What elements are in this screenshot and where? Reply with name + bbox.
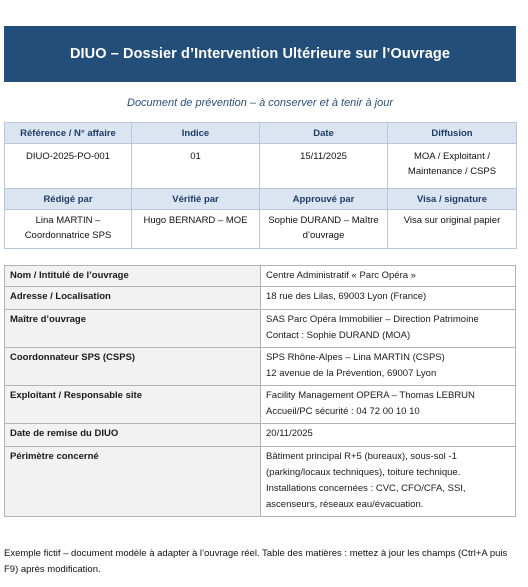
info-value-line: Accueil/PC sécurité : 04 72 00 10 10: [266, 406, 420, 417]
header-verifie: Vérifié par: [132, 189, 260, 210]
header-indice: Indice: [132, 123, 260, 144]
metadata-table: [4, 122, 517, 249]
info-value-line: 12 avenue de la Prévention, 69007 Lyon: [266, 368, 437, 379]
info-label: Adresse / Localisation: [5, 287, 261, 310]
header-redige: Rédigé par: [5, 189, 132, 210]
info-value-line: SAS Parc Opéra Immobilier – Direction Patrimoine: [266, 314, 479, 325]
info-label: Nom / Intitulé de l’ouvrage: [5, 266, 261, 287]
header-visa: Visa / signature: [388, 189, 517, 210]
value-redige: Lina MARTIN – Coordonnatrice SPS: [5, 210, 132, 249]
document-subtitle: Document de prévention – à conserver et à tenir à jour: [127, 97, 393, 109]
value-indice: 01: [132, 144, 260, 189]
info-row-nom: [5, 266, 516, 287]
value-date: 15/11/2025: [260, 144, 388, 189]
footer-note: Exemple fictif – document modèle à adapter à l’ouvrage réel. Table des matières : mettez à jour les champs (Ctrl+A puis F9) après modification.: [4, 548, 508, 575]
info-row-date-remise: [5, 424, 516, 447]
signature-value-row: [5, 210, 517, 249]
info-table: [4, 265, 516, 517]
info-value-line: Contact : Sophie DURAND (MOA): [266, 330, 411, 341]
info-row-exploitant: [5, 386, 516, 424]
info-label: Périmètre concerné: [5, 447, 261, 517]
info-value: [261, 447, 516, 517]
info-value-line: 20/11/2025: [266, 428, 313, 439]
header-approuve: Approuvé par: [260, 189, 388, 210]
metadata-header-row: [5, 123, 517, 144]
info-row-csps: [5, 348, 516, 386]
info-row-perimetre: [5, 447, 516, 517]
signature-header-row: [5, 189, 517, 210]
title-banner: [4, 26, 516, 82]
info-row-adresse: [5, 287, 516, 310]
info-value: [261, 424, 516, 447]
info-value: [261, 287, 516, 310]
metadata-value-row: [5, 144, 517, 189]
info-label: Date de remise du DIUO: [5, 424, 261, 447]
info-label: Maître d’ouvrage: [5, 310, 261, 348]
value-approuve: Sophie DURAND – Maître d’ouvrage: [260, 210, 388, 249]
info-value: [261, 266, 516, 287]
info-label: Coordonnateur SPS (CSPS): [5, 348, 261, 386]
value-visa: Visa sur original papier: [388, 210, 517, 249]
info-value-line: Bâtiment principal R+5 (bureaux), sous-sol -1 (parking/locaux techniques), toiture technique. Installations concernées : CVC, CFO/CFA, SSI, ascenseurs, réseaux eau/évacuation.: [266, 451, 466, 510]
info-value-line: SPS Rhône-Alpes – Lina MARTIN (CSPS): [266, 352, 445, 363]
info-label: Exploitant / Responsable site: [5, 386, 261, 424]
value-verifie: Hugo BERNARD – MOE: [132, 210, 260, 249]
info-row-maitre-ouvrage: [5, 310, 516, 348]
info-value-line: Facility Management OPERA – Thomas LEBRUN: [266, 390, 475, 401]
info-value-line: 18 rue des Lilas, 69003 Lyon (France): [266, 291, 427, 302]
value-reference: DIUO-2025-PO-001: [5, 144, 132, 189]
value-diffusion: MOA / Exploitant / Maintenance / CSPS: [388, 144, 517, 189]
document-title: DIUO – Dossier d’Intervention Ultérieure sur l’Ouvrage: [69, 46, 451, 62]
info-value-line: Centre Administratif « Parc Opéra »: [266, 270, 416, 281]
header-reference: Référence / N° affaire: [5, 123, 132, 144]
info-value: [261, 386, 516, 424]
header-diffusion: Diffusion: [388, 123, 517, 144]
info-value: [261, 310, 516, 348]
header-date: Date: [260, 123, 388, 144]
info-value: [261, 348, 516, 386]
